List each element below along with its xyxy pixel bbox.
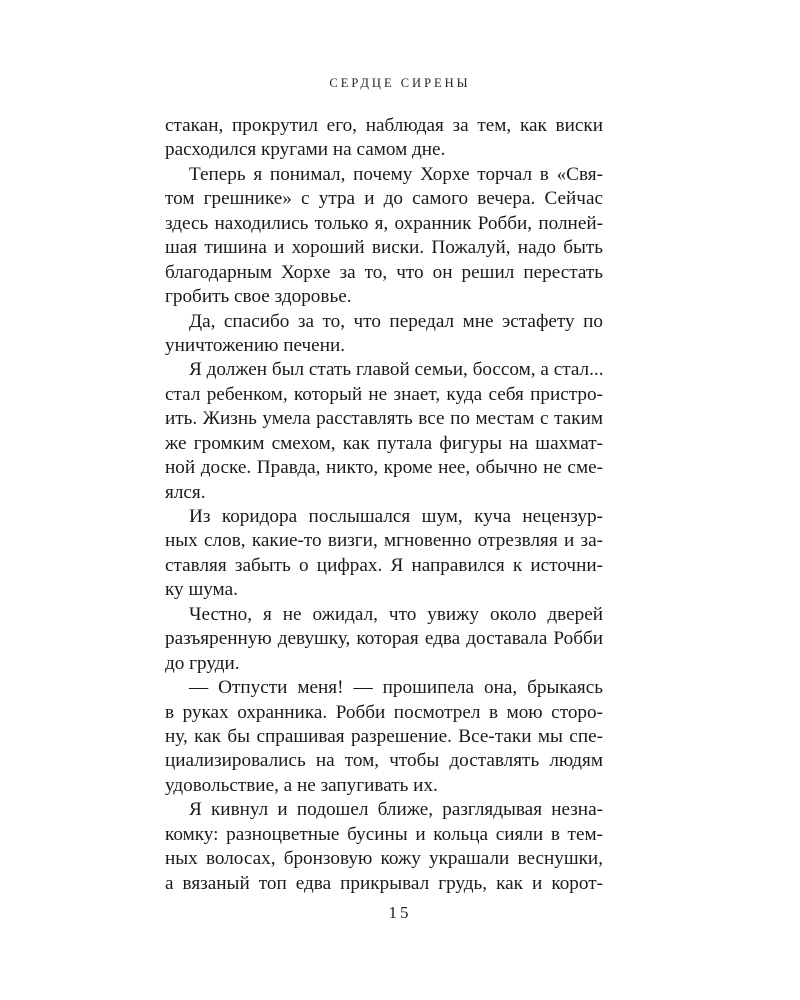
text-line: том грешнике» с утра и до самого вечера. Сейчас	[165, 188, 603, 210]
text-line: а вязаный топ едва прикрывал грудь, как и корот-	[165, 872, 603, 894]
body-text	[165, 114, 603, 896]
text-line: благодарным Хорхе за то, что он решил перестать	[165, 261, 603, 283]
text-line: ставляя забыть о цифрах. Я направился к источни-	[165, 554, 603, 576]
text-line: здесь находились только я, охранник Робби, полней-	[165, 212, 603, 234]
text-line: Да, спасибо за то, что передал мне эстафету по	[189, 310, 603, 332]
text-line: ных волосах, бронзовую кожу украшали веснушки,	[165, 848, 603, 870]
text-line: ну, как бы спрашивая разрешение. Все-таки мы спе-	[165, 725, 603, 747]
text-line: удовольствие, а не запугивать их.	[165, 774, 438, 796]
text-line: ялся.	[165, 481, 206, 503]
text-line: гробить свое здоровье.	[165, 286, 352, 308]
text-line: Честно, я не ожидал, что увижу около дверей	[189, 603, 603, 625]
text-line: стакан, прокрутил его, наблюдая за тем, как виски	[165, 115, 603, 136]
text-line: Я должен был стать главой семьи, боссом, а стал...	[189, 359, 603, 381]
text-line: Я кивнул и подошел ближе, разглядывая незна-	[189, 799, 603, 821]
text-line: ной доске. Правда, никто, кроме нее, обычно не сме-	[165, 457, 603, 479]
text-line: ных слов, какие-то визги, мгновенно отрезвляя и за-	[165, 530, 603, 552]
text-line: расходился кругами на самом дне.	[165, 139, 446, 161]
text-line: ить. Жизнь умела расставлять все по местам с таким	[165, 408, 603, 430]
text-line: комку: разноцветные бусины и кольца сияли в тем-	[165, 823, 603, 845]
text-line: разъяренную девушку, которая едва доставала Робби	[165, 628, 603, 650]
running-head: СЕРДЦЕ СИРЕНЫ	[329, 76, 471, 90]
text-line: шая тишина и хороший виски. Пожалуй, надо быть	[165, 237, 603, 259]
text-line: Теперь я понимал, почему Хорхе торчал в «Свя-	[189, 163, 603, 185]
text-line: до груди.	[165, 652, 240, 674]
text-line: в руках охранника. Робби посмотрел в мою сторо-	[165, 701, 603, 723]
text-line: ку шума.	[165, 579, 238, 601]
page-number: 15	[388, 903, 412, 922]
text-line: стал ребенком, который не знает, куда себя пристро-	[165, 383, 603, 405]
text-line: циализировались на том, чтобы доставлять людям	[165, 750, 603, 772]
text-line: — Отпусти меня! — прошипела она, брыкаясь	[189, 677, 603, 699]
text-line: уничтожению печени.	[165, 334, 346, 356]
text-line: Из коридора послышался шум, куча нецензур-	[189, 506, 603, 527]
text-line: же громким смехом, как путала фигуры на шахмат-	[165, 432, 603, 454]
